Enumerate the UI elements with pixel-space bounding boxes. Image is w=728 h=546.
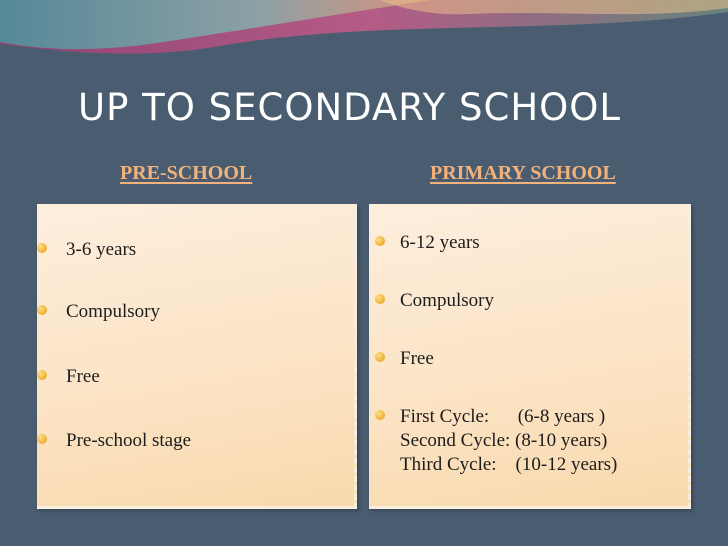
primary-school-bullet-list bbox=[369, 204, 688, 506]
third-cycle-text: Third Cycle: (10-12 years) bbox=[400, 454, 618, 475]
cycles-text bbox=[400, 405, 617, 477]
slide-title: UP TO SECONDARY SCHOOL bbox=[78, 86, 621, 129]
decorative-swoosh bbox=[0, 0, 728, 80]
bullet-icon bbox=[37, 370, 47, 380]
pre-school-header: PRE-SCHOOL bbox=[120, 162, 253, 184]
pre-school-panel bbox=[37, 204, 357, 509]
first-cycle-text: First Cycle: (6-8 years ) bbox=[400, 406, 606, 427]
bullet-icon bbox=[37, 305, 47, 315]
bullet-icon bbox=[375, 236, 385, 246]
pre-school-bullet-list bbox=[37, 204, 354, 506]
bullet-text: Free bbox=[400, 348, 434, 369]
bullet-icon bbox=[37, 434, 47, 444]
bullet-icon bbox=[375, 352, 385, 362]
bullet-text: Compulsory bbox=[400, 290, 494, 311]
bullet-icon bbox=[375, 294, 385, 304]
second-cycle-text: Second Cycle: (8-10 years) bbox=[400, 430, 608, 451]
bullet-icon bbox=[37, 243, 47, 253]
bullet-text: Compulsory bbox=[66, 301, 160, 322]
bullet-icon bbox=[375, 410, 385, 420]
primary-school-header: PRIMARY SCHOOL bbox=[430, 162, 616, 184]
bullet-text: 3-6 years bbox=[66, 239, 137, 260]
bullet-text: 6-12 years bbox=[400, 232, 480, 253]
bullet-text: Free bbox=[66, 366, 100, 387]
primary-school-panel bbox=[369, 204, 691, 509]
bullet-text: Pre-school stage bbox=[66, 430, 192, 451]
